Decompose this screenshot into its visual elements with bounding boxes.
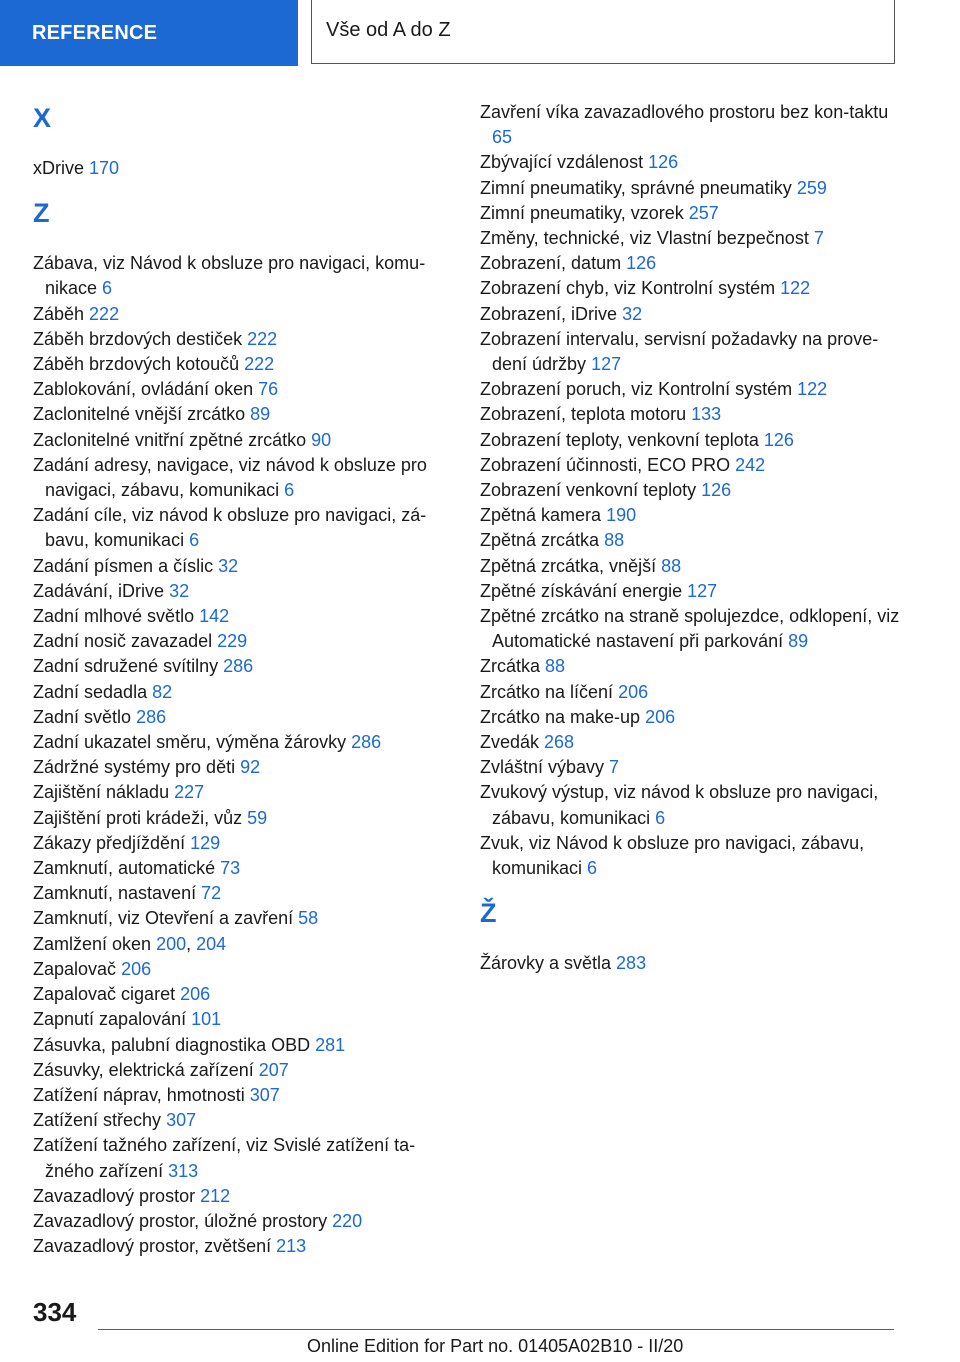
index-entry	[33, 1234, 448, 1259]
index-entry	[33, 251, 448, 301]
index-entry	[33, 705, 448, 730]
index-entry	[480, 951, 900, 976]
index-entry	[480, 327, 900, 377]
index-entry-text: Zajištění nákladu	[33, 782, 175, 803]
index-entry	[33, 503, 448, 553]
index-entry-text: Zadání písmen a číslic	[33, 555, 219, 576]
page-link[interactable]: 88	[545, 656, 566, 677]
index-entry	[480, 755, 900, 780]
index-entry-text: Zpětné zrcátko na straně spolujezdce, odklopení, viz Automatické nastavení při parkování	[480, 606, 900, 652]
footer-edition	[307, 1336, 683, 1357]
index-entry	[480, 302, 900, 327]
page-link[interactable]: 268	[544, 732, 575, 753]
index-entry	[33, 1133, 448, 1183]
index-entry-text: Zatížení tažného zařízení, viz Svislé zatížení ta‐žného zařízení	[33, 1135, 416, 1181]
edition-text: Online Edition for Part no. 01405A02B10 - II/20	[307, 1336, 684, 1356]
page-link[interactable]: 127	[591, 354, 622, 375]
index-entry-text: Zamlžení oken	[33, 933, 157, 954]
index-entry	[33, 1033, 448, 1058]
index-entry	[33, 377, 448, 402]
index-entry	[33, 957, 448, 982]
index-entry	[480, 453, 900, 478]
index-entry-text: Zimní pneumatiky, vzorek	[480, 202, 689, 223]
index-entry	[480, 377, 900, 402]
index-entry-text: Zrcátko na líčení	[480, 681, 619, 702]
index-entry-text: Zobrazení poruch, viz Kontrolní systém	[480, 379, 798, 400]
index-entry-text: Zobrazení, teplota motoru	[480, 404, 692, 425]
index-entry-text: Zásuvky, elektrická zařízení	[33, 1059, 259, 1080]
index-entry	[33, 1083, 448, 1108]
index-entry-text: Zpětná zrcátka, vnější	[480, 555, 662, 576]
page-link[interactable]: 212	[200, 1185, 231, 1206]
index-entry-text: Zadání cíle, viz návod k obsluze pro navigaci, zá‐bavu, komunikaci	[33, 505, 427, 551]
index-entry-text: Zobrazení teploty, venkovní teplota	[480, 429, 764, 450]
page-link[interactable]: 90	[311, 429, 332, 450]
index-entry-text: Zadní ukazatel směru, výměna žárovky	[33, 732, 352, 753]
index-entry-text: Zamknutí, automatické	[33, 858, 221, 879]
index-entry-text: Změny, technické, viz Vlastní bezpečnost	[480, 228, 814, 249]
index-entry-text: Zadní sdružené svítilny	[33, 656, 224, 677]
page-link[interactable]: 73	[220, 858, 241, 879]
index-entry-text: Zapalovač cigaret	[33, 984, 181, 1005]
page-link[interactable]: 207	[258, 1059, 289, 1080]
page-link[interactable]: 126	[626, 253, 657, 274]
index-entry	[33, 428, 448, 453]
index-entry	[480, 251, 900, 276]
page-link[interactable]: 101	[191, 1009, 222, 1030]
page-link[interactable]: 122	[780, 278, 811, 299]
index-entry-text: Zobrazení účinnosti, ECO PRO	[480, 454, 736, 475]
index-entry	[33, 780, 448, 805]
page-link[interactable]: 65	[492, 127, 513, 148]
page-link[interactable]: 283	[616, 953, 647, 974]
index-entry	[33, 1108, 448, 1133]
index-letter-heading: Ž	[480, 898, 497, 929]
index-entry-text: Zvukový výstup, viz návod k obsluze pro navigaci, zábavu, komunikaci	[480, 782, 879, 828]
index-entry	[480, 705, 900, 730]
index-entry-text: Zavazadlový prostor, úložné prostory	[33, 1210, 333, 1231]
page-link[interactable]: 307	[249, 1084, 280, 1105]
page-link[interactable]: 242	[735, 454, 766, 475]
index-entry-text: Zpětná zrcátka	[480, 530, 605, 551]
index-entry	[33, 302, 448, 327]
page-link[interactable]: 6	[284, 480, 295, 501]
index-entry-text: Zádržné systémy pro děti	[33, 757, 241, 778]
index-entry	[480, 428, 900, 453]
index-entry	[480, 730, 900, 755]
page-separator: ,	[186, 933, 197, 954]
index-entry-text: Zaclonitelné vnitřní zpětné zrcátko	[33, 429, 312, 450]
index-entry	[33, 554, 448, 579]
page-link[interactable]: 88	[661, 555, 682, 576]
page-link[interactable]: 213	[276, 1236, 307, 1257]
page-link[interactable]: 222	[244, 354, 275, 375]
index-entry	[33, 906, 448, 931]
index-entry-text: Žárovky a světla	[480, 953, 617, 974]
index-entry	[480, 226, 900, 251]
page-link[interactable]: 257	[688, 202, 719, 223]
page-link[interactable]: 142	[199, 606, 230, 627]
page-link[interactable]: 286	[351, 732, 382, 753]
index-entry-text: Zrcátka	[480, 656, 546, 677]
page-link[interactable]: 206	[618, 681, 649, 702]
page-link[interactable]: 281	[315, 1034, 346, 1055]
index-entry-text: Záběh brzdových kotoučů	[33, 354, 245, 375]
footer-divider	[98, 1329, 894, 1330]
page-link[interactable]: 59	[247, 807, 268, 828]
index-entry-text: Zavření víka zavazadlového prostoru bez kon‐taktu	[480, 102, 889, 122]
index-entry	[480, 831, 900, 881]
page-link[interactable]: 313	[168, 1160, 199, 1181]
page-link[interactable]: 206	[645, 706, 676, 727]
index-entry	[480, 100, 900, 150]
page-link[interactable]: 127	[687, 580, 718, 601]
page-link[interactable]: 122	[797, 379, 828, 400]
index-entry	[33, 604, 448, 629]
page-number: 334	[33, 1297, 77, 1327]
page-link[interactable]: 58	[298, 908, 319, 929]
index-entry	[33, 629, 448, 654]
index-entry-text: Zbývající vzdálenost	[480, 152, 649, 173]
index-entry	[33, 730, 448, 755]
page-link[interactable]: 32	[218, 555, 239, 576]
index-entry	[33, 352, 448, 377]
index-entry	[33, 402, 448, 427]
index-entry-text: Zadní nosič zavazadel	[33, 631, 218, 652]
index-entry-text: Zásuvka, palubní diagnostika OBD	[33, 1034, 316, 1055]
page-link[interactable]: 6	[655, 807, 666, 828]
page-link[interactable]: 126	[763, 429, 794, 450]
page-link[interactable]: 222	[89, 303, 120, 324]
page-link[interactable]: 89	[250, 404, 271, 425]
index-entry	[480, 579, 900, 604]
index-column-right	[480, 100, 900, 977]
page-link[interactable]: 206	[180, 984, 211, 1005]
index-entry	[33, 755, 448, 780]
index-entry	[480, 201, 900, 226]
index-entry-text: Zrcátko na make-up	[480, 706, 646, 727]
index-entry-text: Záběh brzdových destiček	[33, 328, 248, 349]
index-entry-text: Zobrazení intervalu, servisní požadavky na prove‐dení údržby	[480, 328, 879, 375]
page-link[interactable]: 129	[190, 832, 221, 853]
index-entry	[33, 982, 448, 1007]
index-entry-text: Zatížení střechy	[33, 1110, 167, 1131]
page-header	[0, 0, 960, 66]
index-entry	[33, 1058, 448, 1083]
index-entry	[33, 156, 448, 181]
index-entry	[480, 528, 900, 553]
index-entry-text: Zablokování, ovládání oken	[33, 379, 259, 400]
index-entry	[480, 654, 900, 679]
index-entry-text: xDrive	[33, 158, 90, 178]
page-link[interactable]: 72	[201, 883, 222, 904]
page-link[interactable]: 32	[622, 303, 643, 324]
index-entry-text: Zobrazení, datum	[480, 253, 627, 274]
index-entry	[480, 554, 900, 579]
index-entry-text: Zaclonitelné vnější zrcátko	[33, 404, 251, 425]
index-entry-text: Zadání adresy, navigace, viz návod k obsluze pro navigaci, zábavu, komunikaci	[33, 454, 427, 501]
page-link[interactable]: 7	[813, 228, 824, 249]
index-letter-heading: X	[33, 103, 52, 133]
page-title: Vše od A do Z	[311, 0, 895, 64]
index-entry	[33, 327, 448, 352]
index-entry-text: Zobrazení, iDrive	[480, 303, 623, 324]
index-entry-text: Zadávání, iDrive	[33, 580, 170, 601]
index-entry	[480, 604, 900, 654]
index-entry-text: Zadní mlhové světlo	[33, 606, 200, 627]
index-entry	[480, 176, 900, 201]
page-link[interactable]: 76	[258, 379, 279, 400]
index-entry-text: Zamknutí, nastavení	[33, 883, 202, 904]
index-entry-text: Zamknutí, viz Otevření a zavření	[33, 908, 299, 929]
index-column-left	[33, 100, 448, 1259]
page-link[interactable]: 220	[332, 1210, 363, 1231]
page-link[interactable]: 126	[648, 152, 679, 173]
index-entry-text: Zvuk, viz Návod k obsluze pro navigaci, zábavu, komunikaci	[480, 832, 865, 879]
page-link[interactable]: 229	[217, 631, 248, 652]
index-entry-text: Zavazadlový prostor, zvětšení	[33, 1236, 277, 1257]
page-link[interactable]: 6	[587, 858, 598, 879]
index-entry	[33, 1007, 448, 1032]
index-entry	[33, 1184, 448, 1209]
index-entry-text: Zatížení náprav, hmotnosti	[33, 1084, 250, 1105]
index-entry	[480, 150, 900, 175]
index-letter-heading: Z	[33, 198, 50, 229]
index-entry-text: Zapalovač	[33, 958, 122, 979]
index-entry	[33, 831, 448, 856]
page-link[interactable]: 88	[604, 530, 625, 551]
index-entry	[480, 780, 900, 830]
index-entry	[33, 932, 448, 957]
page-link[interactable]: 126	[701, 480, 732, 501]
page-link[interactable]: 82	[152, 681, 173, 702]
page-link[interactable]: 307	[166, 1110, 197, 1131]
page-link[interactable]: 286	[136, 706, 167, 727]
index-entry	[33, 453, 448, 503]
page-link[interactable]: 190	[606, 505, 637, 526]
index-entry	[33, 579, 448, 604]
index-entry	[33, 680, 448, 705]
page-link[interactable]: 227	[174, 782, 205, 803]
page-link[interactable]: 6	[189, 530, 200, 551]
index-entry-text: Záběh	[33, 303, 90, 324]
page-link[interactable]: 170	[89, 158, 120, 178]
index-entry-text: Zobrazení venkovní teploty	[480, 480, 702, 501]
index-entry-text: Zákazy předjíždění	[33, 832, 191, 853]
page-link[interactable]: 133	[691, 404, 722, 425]
index-entry-text: Zobrazení chyb, viz Kontrolní systém	[480, 278, 781, 299]
index-entry-text: Zadní světlo	[33, 706, 137, 727]
index-entry-text: Zajištění proti krádeži, vůz	[33, 807, 248, 828]
page-link[interactable]: 222	[247, 328, 278, 349]
page-link[interactable]: 6	[102, 278, 113, 299]
page-link[interactable]: 89	[788, 631, 809, 652]
index-entry	[480, 478, 900, 503]
index-entry	[33, 654, 448, 679]
index-entry-text: Zapnutí zapalování	[33, 1009, 192, 1030]
index-entry-text: Zadní sedadla	[33, 681, 153, 702]
index-entry-text: Zpětné získávání energie	[480, 580, 688, 601]
page-link[interactable]: 7	[609, 757, 620, 778]
index-entry	[33, 806, 448, 831]
index-entry-text: Zavazadlový prostor	[33, 1185, 201, 1206]
page-link[interactable]: 286	[223, 656, 254, 677]
page-link[interactable]: 200	[156, 933, 187, 954]
index-entry-text: Zimní pneumatiky, správné pneumatiky	[480, 177, 797, 198]
page-link[interactable]: 92	[240, 757, 261, 778]
page-link[interactable]: 206	[121, 958, 152, 979]
page-link[interactable]: 204	[196, 933, 227, 954]
index-entry	[33, 1209, 448, 1234]
index-entry	[480, 402, 900, 427]
section-tab: REFERENCE	[0, 0, 298, 66]
index-entry	[33, 881, 448, 906]
index-entry-text: Zvedák	[480, 732, 545, 753]
page-link[interactable]: 32	[169, 580, 190, 601]
index-entry	[480, 680, 900, 705]
page-link[interactable]: 259	[796, 177, 827, 198]
index-entry-text: Zábava, viz Návod k obsluze pro navigaci, komu‐nikace	[33, 253, 426, 299]
index-entry	[33, 856, 448, 881]
index-entry-text: Zvláštní výbavy	[480, 757, 610, 778]
index-entry	[480, 276, 900, 301]
index-entry	[480, 503, 900, 528]
index-entry-text: Zpětná kamera	[480, 505, 607, 526]
